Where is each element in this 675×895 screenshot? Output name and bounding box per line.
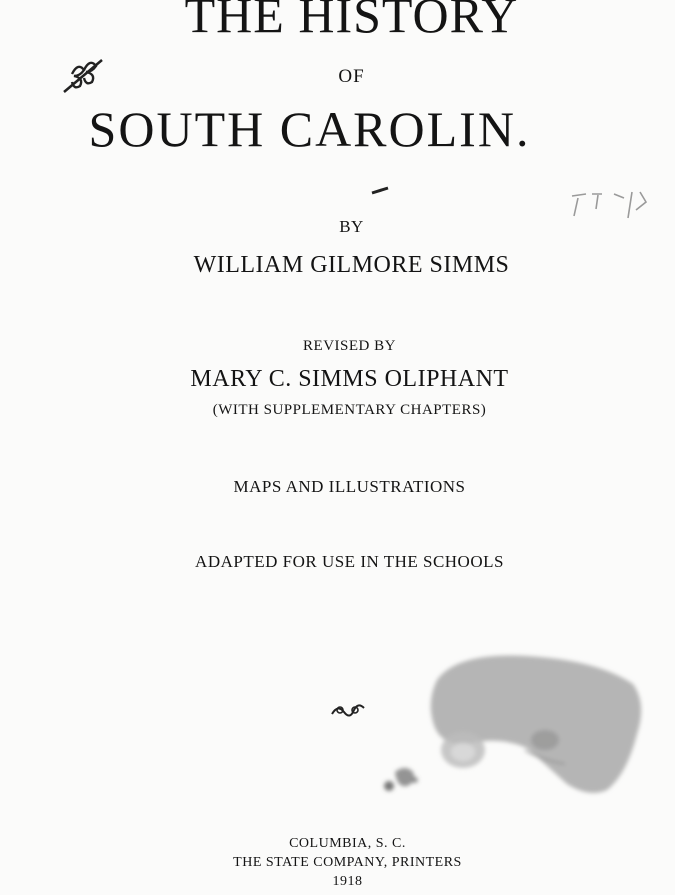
ink-dash <box>370 185 392 195</box>
maps-illustrations-note: MAPS AND ILLUSTRATIONS <box>233 477 466 496</box>
by-label: BY <box>339 217 364 236</box>
imprint-city: COLUMBIA, S. C. <box>289 836 406 851</box>
pencil-marks <box>568 186 658 226</box>
printers-ornament <box>330 702 366 720</box>
author-name: WILLIAM GILMORE SIMMS <box>193 252 510 278</box>
water-stain <box>375 640 645 820</box>
imprint-publisher: THE STATE COMPANY, PRINTERS <box>233 855 462 870</box>
imprint-year: 1918 <box>332 874 363 889</box>
handwritten-mark <box>58 52 108 98</box>
book-title-line-1: THE HISTORY <box>184 0 519 43</box>
adapted-note: ADAPTED FOR USE IN THE SCHOOLS <box>195 552 504 571</box>
supplementary-note: (WITH SUPPLEMENTARY CHAPTERS) <box>212 402 487 418</box>
book-title-of: OF <box>338 66 365 87</box>
book-title-line-2: SOUTH CAROLIN. <box>88 101 531 157</box>
revised-by-label: REVISED BY <box>303 338 396 354</box>
reviser-name: MARY C. SIMMS OLIPHANT <box>190 366 509 392</box>
